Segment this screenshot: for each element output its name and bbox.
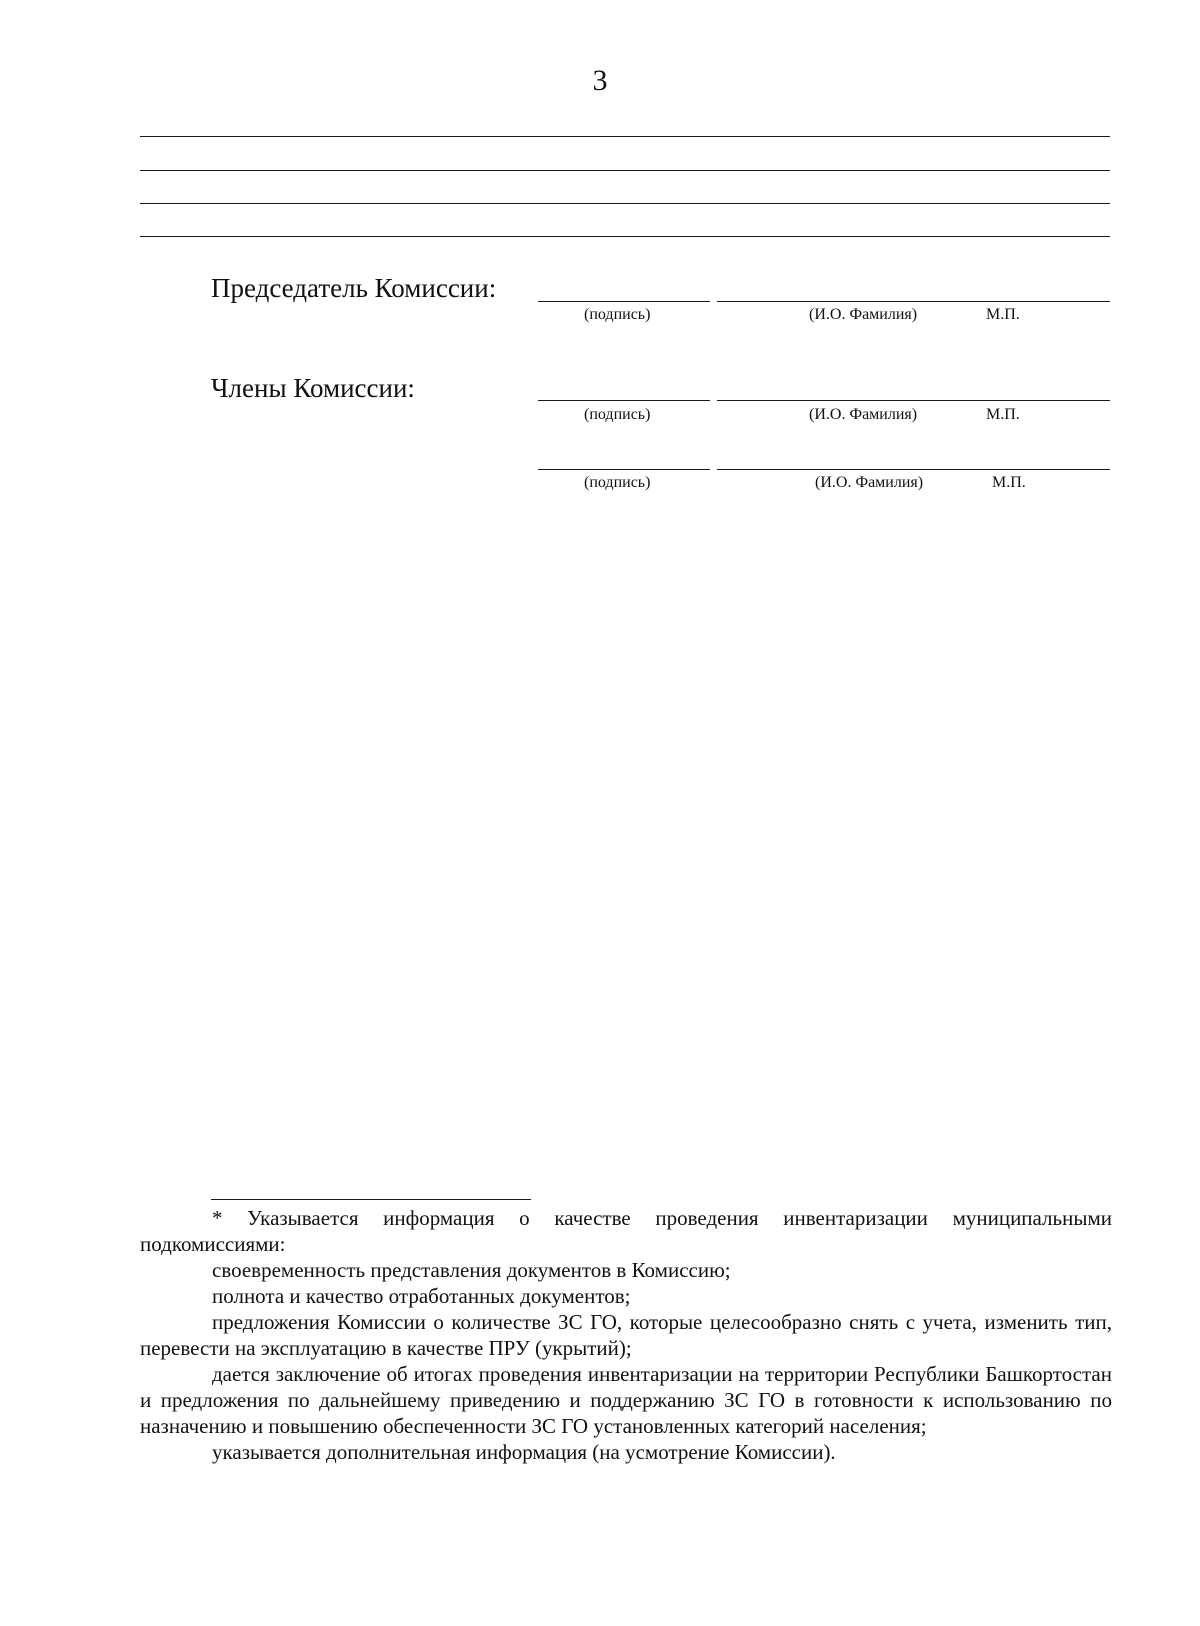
footnote-separator xyxy=(211,1199,531,1200)
members-label: Члены Комиссии: xyxy=(211,373,415,403)
name-caption: (И.О. Фамилия) xyxy=(809,406,918,423)
signature-caption: (подпись) xyxy=(584,406,651,423)
blank-line xyxy=(140,136,1110,137)
page-number: 3 xyxy=(592,64,608,97)
footnote-paragraph: указывается дополнительная информация (на усмотрение Комиссии). xyxy=(212,1440,836,1464)
seal-caption: М.П. xyxy=(992,474,1026,491)
footnote-paragraph: предложения Комиссии о количестве ЗС ГО, которые целесообразно снять с учета, изменить тип, перевести на эксплуатацию в качестве ПРУ (укрытий); xyxy=(140,1310,1112,1360)
name-line xyxy=(717,301,1110,302)
signature-caption: (подпись) xyxy=(584,474,651,491)
name-line xyxy=(717,400,1110,401)
signature-line xyxy=(538,400,710,401)
name-line xyxy=(717,469,1110,470)
signature-caption: (подпись) xyxy=(584,306,651,323)
footnote xyxy=(140,1205,1112,1465)
blank-line xyxy=(140,236,1110,237)
footnote-paragraph: дается заключение об итогах проведения инвентаризации на территории Республики Башкортостан и предложения по дальнейшему приведению и поддержанию ЗС ГО в готовности к использованию по назначению и повышению обеспеченности ЗС ГО установленных категорий населения; xyxy=(140,1362,1112,1438)
blank-line xyxy=(140,203,1110,204)
chairman-label: Председатель Комиссии: xyxy=(211,273,497,303)
name-caption: (И.О. Фамилия) xyxy=(809,306,918,323)
seal-caption: М.П. xyxy=(986,306,1020,323)
blank-line xyxy=(140,170,1110,171)
name-caption: (И.О. Фамилия) xyxy=(815,474,924,491)
seal-caption: М.П. xyxy=(986,406,1020,423)
signature-line xyxy=(538,469,710,470)
footnote-paragraph: полнота и качество отработанных документов; xyxy=(212,1284,631,1308)
signature-line xyxy=(538,301,710,302)
footnote-paragraph: * Указывается информация о качестве проведения инвентаризации муниципальными подкомиссиями: xyxy=(140,1206,1112,1256)
footnote-paragraph: своевременность представления документов в Комиссию; xyxy=(212,1258,731,1282)
